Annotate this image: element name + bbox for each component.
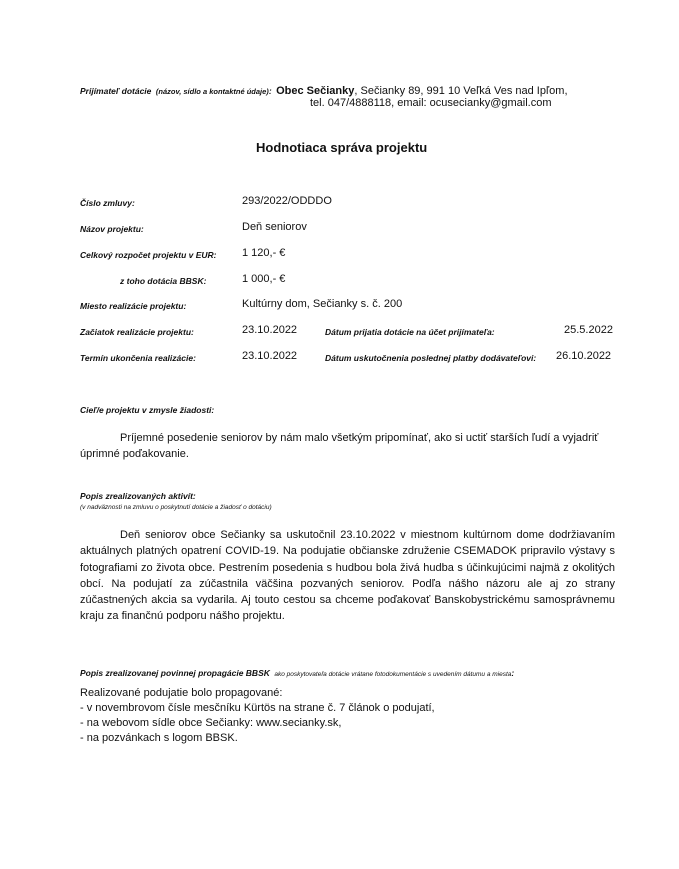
payment-label: Dátum uskutočnenia poslednej platby dodávateľovi: xyxy=(325,353,537,363)
promotion-line: - na pozvánkach s logom BBSK. xyxy=(80,732,238,744)
contract-value: 293/2022/ODDDO xyxy=(242,195,332,207)
recipient-note: (názov, sídlo a kontaktné údaje) xyxy=(155,87,269,96)
recipient-name: Obec Sečianky xyxy=(276,85,355,97)
start-value: 23.10.2022 xyxy=(242,324,298,336)
project-name-value: Deň seniorov xyxy=(242,221,307,233)
goals-text: Príjemné posedenie seniorov by nám malo všetkým pripomínať, ako si uctiť starších ľudí a vyjadriť úprimné poďakovanie. xyxy=(80,432,599,460)
promotion-label: Popis zrealizovanej povinnej propagácie BBSK xyxy=(80,668,270,678)
page-title: Hodnotiaca správa projektu xyxy=(256,140,428,155)
activities-text: Deň seniorov obce Sečianky sa uskutočnil 23.10.2022 v miestnom kultúrnom dome dodržiavaním aktuálnych platných opatrení COVID-19. Na podujatie občianske združenie CSEMADOK pripravilo výstavy s fotografiami zo života obce. Pestrením posedenia s hudbou bola živá hudba s účinkujúcimi najmä z okolitých obcí. Na podujatí za zúčastnila väčšina pozvaných seniorov. Podľa nášho názoru ale aj zo strany zúčastnených akcia sa vydarila. Aj touto cestou sa chceme poďakovať Banskobystrickému samosprávnemu kraju za finančnú podporu nášho projektu. xyxy=(80,529,615,623)
budget-label: Celkový rozpočet projektu v EUR: xyxy=(80,250,217,260)
activities-label: Popis zrealizovaných aktivít: xyxy=(80,491,196,501)
start-label: Začiatok realizácie projektu: xyxy=(80,327,194,337)
received-label: Dátum prijatia dotácie na účet prijímateľa: xyxy=(325,327,495,337)
recipient-address: , Sečianky 89, 991 10 Veľká Ves nad Ipľom, xyxy=(354,85,568,97)
contract-label: Číslo zmluvy: xyxy=(80,198,135,208)
payment-value: 26.10.2022 xyxy=(556,350,612,362)
recipient-colon: : xyxy=(268,86,272,96)
place-value: Kultúrny dom, Sečianky s. č. 200 xyxy=(242,298,403,310)
recipient-contact: tel. 047/4888118, email: ocusecianky@gmail.com xyxy=(310,97,552,109)
activities-note: (v nadväznosti na zmluvu o poskytnutí dotácie a žiadosť o dotáciu) xyxy=(80,504,272,511)
promotion-line: Realizované podujatie bolo propagované: xyxy=(80,687,283,699)
promotion-note: ako poskytovateľa dotácie vrátane fotodokumentácie s uvedením dátumu a miesta xyxy=(274,671,512,678)
end-label: Termín ukončenia realizácie: xyxy=(80,353,196,363)
place-label: Miesto realizácie projektu: xyxy=(80,301,187,311)
promotion-line: - na webovom sídle obce Sečianky: www.secianky.sk, xyxy=(80,717,342,729)
recipient-label: Prijímateľ dotácie xyxy=(80,86,152,96)
grant-value: 1 000,- € xyxy=(242,273,286,285)
project-name-label: Názov projektu: xyxy=(80,224,144,234)
promotion-heading xyxy=(80,663,514,681)
grant-label: z toho dotácia BBSK: xyxy=(120,276,207,286)
received-value: 25.5.2022 xyxy=(564,324,613,336)
end-value: 23.10.2022 xyxy=(242,350,298,362)
promotion-line: - v novembrovom čísle mesčníku Kürtös na strane č. 7 článok o podujatí, xyxy=(80,702,435,714)
goals-label: Cieľ/e projektu v zmysle žiadosti: xyxy=(80,405,215,415)
budget-value: 1 120,- € xyxy=(242,247,286,259)
promotion-colon: : xyxy=(511,668,515,678)
promotion-list xyxy=(80,686,435,746)
